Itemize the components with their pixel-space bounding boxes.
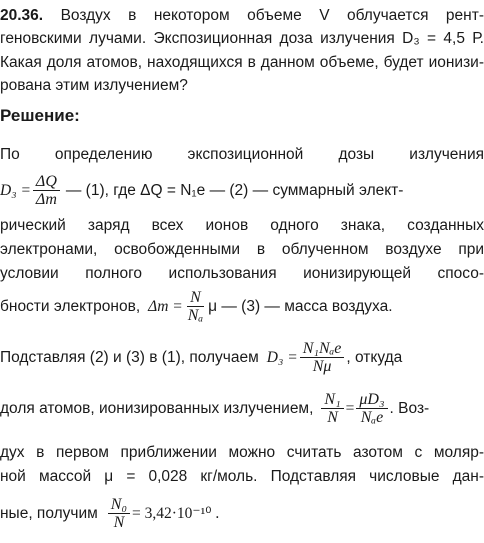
fraction-ratio-result (356, 391, 387, 426)
solution-line-7 (0, 335, 484, 379)
solution-line-5: условии полного использования ионизирующей спосо- (0, 265, 484, 282)
problem-line-2: геновскими лучами. Экспозиционная доза излучения D₃ = 4,5 Р. (0, 30, 484, 47)
fraction-dq-dm (33, 173, 60, 208)
problem-line-4: рована этим излучением? (0, 77, 188, 94)
problem-text-1: Воздух в некотором объеме V облучается рент- (60, 7, 484, 24)
solution-line-11 (0, 491, 484, 535)
fraction-numerator: ΔQ (33, 173, 60, 191)
fraction-denominator: Nₐe (360, 408, 384, 426)
fraction-numerator: N (187, 289, 204, 307)
problem-line-1 (0, 6, 484, 25)
mass-eq: Δm = (148, 297, 183, 315)
fraction-denominator: Nₐ (187, 306, 204, 324)
solution-line-8 (0, 386, 484, 430)
fraction-denominator: Nμ (312, 357, 332, 375)
fraction-denominator: N (113, 513, 125, 531)
fraction-denominator: N (327, 408, 338, 426)
final-answer: = 3,42·10⁻¹⁰ . (132, 504, 220, 522)
dose-eq: D₃ = (266, 348, 298, 366)
solution-line-2-text: — (1), где ΔQ = N₁e — (2) — суммарный элект- (65, 181, 404, 199)
fraction-numerator: N₁ (321, 391, 343, 409)
fraction-numerator: N₀ (108, 496, 130, 514)
solution-line-6-rest: μ — (3) — масса воздуха. (208, 297, 393, 315)
fraction-numerator: N₁Nₐe (300, 340, 345, 358)
solution-line-3: рический заряд всех ионов одного знака, созданных (0, 217, 484, 234)
solution-line-8-rest: . Воз- (389, 399, 430, 417)
solution-line-6-text: бности электронов, (0, 297, 141, 315)
problem-number: 20.36. (0, 7, 44, 24)
solution-line-6 (0, 284, 484, 328)
fraction-ni-n (321, 391, 343, 426)
fraction-n-na (185, 289, 206, 324)
problem-line-3: Какая доля атомов, находящихся в данном объеме, будет ионизи- (0, 54, 484, 71)
solution-line-7-text: Подставляя (2) и (3) в (1), получаем (0, 348, 259, 366)
solution-line-2 (0, 168, 484, 212)
fraction-dose (300, 340, 345, 375)
fraction-numerator: μD₃ (356, 391, 387, 409)
solution-line-1: По определению экспозиционной дозы излучения (0, 146, 484, 163)
equals-sign: = (345, 399, 355, 417)
solution-heading: Решение: (0, 106, 80, 125)
solution-line-8-text: доля атомов, ионизированных излучением, (0, 399, 314, 417)
fraction-denominator: Δm (35, 190, 57, 208)
fraction-n0-n (108, 496, 130, 531)
solution-line-10: ной массой μ = 0,028 кг/моль. Подставляя числовые дан- (0, 468, 484, 485)
solution-line-7-rest: , откуда (346, 348, 403, 366)
dose-symbol: D₃ = (0, 181, 31, 199)
solution-line-4: электронами, освобожденными в облученном воздухе при (0, 241, 484, 258)
solution-line-11-text: ные, получим (0, 504, 98, 522)
solution-line-9: дух в первом приближении можно считать азотом с моляр- (0, 444, 484, 461)
